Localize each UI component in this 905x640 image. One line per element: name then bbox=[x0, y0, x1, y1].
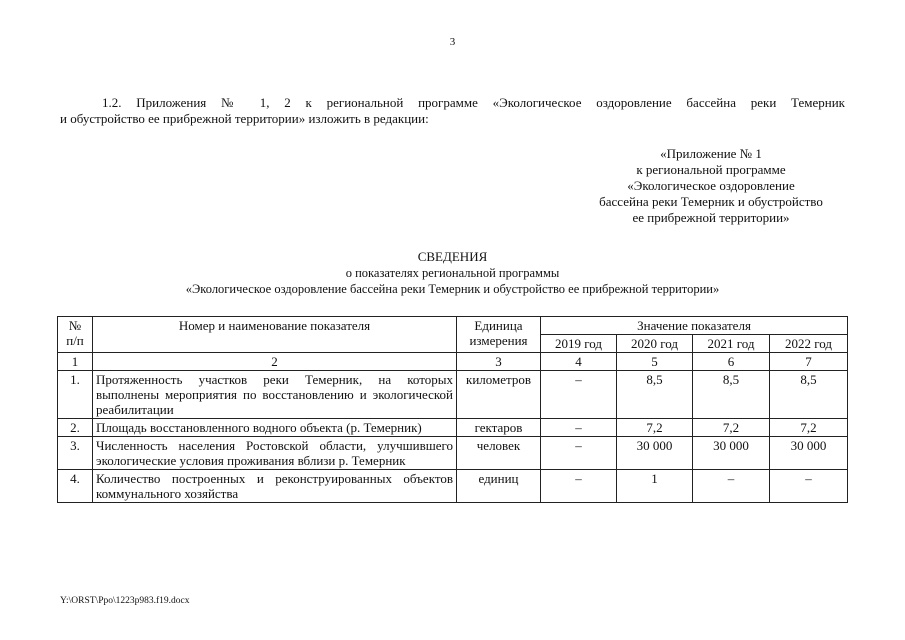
header-number-line: п/п bbox=[66, 333, 84, 348]
value-2019: – bbox=[541, 470, 617, 503]
value-2022: 7,2 bbox=[770, 419, 848, 437]
column-number: 3 bbox=[457, 353, 541, 371]
value-2022: – bbox=[770, 470, 848, 503]
column-number: 2 bbox=[93, 353, 457, 371]
value-2021: 8,5 bbox=[693, 371, 770, 419]
column-number: 7 bbox=[770, 353, 848, 371]
indicator-name: Площадь восстановленного водного объекта (р. Темерник) bbox=[93, 419, 457, 437]
value-2022: 8,5 bbox=[770, 371, 848, 419]
header-number bbox=[58, 317, 93, 353]
header-year: 2021 год bbox=[693, 335, 770, 353]
indicator-name: Протяженность участков реки Темерник, на которых выполнены мероприятия по восстановлению и экологической реабилитации bbox=[93, 371, 457, 419]
appendix-line: «Приложение № 1 bbox=[660, 146, 762, 161]
row-number: 3. bbox=[58, 437, 93, 470]
header-year: 2019 год bbox=[541, 335, 617, 353]
heading-subtitle: «Экологическое оздоровление бассейна реки Темерник и обустройство ее прибрежной территории» bbox=[185, 282, 720, 296]
heading-title: СВЕДЕНИЯ bbox=[417, 249, 488, 264]
value-2020: 8,5 bbox=[617, 371, 693, 419]
header-unit bbox=[457, 317, 541, 353]
column-number: 1 bbox=[58, 353, 93, 371]
value-2020: 7,2 bbox=[617, 419, 693, 437]
indicator-name: Численность населения Ростовской области, улучшившего экологические условия проживания вблизи р. Темерник bbox=[93, 437, 457, 470]
header-year: 2020 год bbox=[617, 335, 693, 353]
appendix-line: «Экологическое оздоровление bbox=[627, 178, 795, 193]
table-row bbox=[58, 437, 848, 470]
header-value-group: Значение показателя bbox=[541, 317, 848, 335]
value-2019: – bbox=[541, 371, 617, 419]
indicator-unit: километров bbox=[457, 371, 541, 419]
value-2022: 30 000 bbox=[770, 437, 848, 470]
column-number: 4 bbox=[541, 353, 617, 371]
value-2019: – bbox=[541, 437, 617, 470]
row-number: 1. bbox=[58, 371, 93, 419]
value-2020: 1 bbox=[617, 470, 693, 503]
heading-subtitle: о показателях региональной программы bbox=[345, 266, 560, 280]
table-row bbox=[58, 470, 848, 503]
value-2021: – bbox=[693, 470, 770, 503]
value-2019: – bbox=[541, 419, 617, 437]
header-unit-line: Единица bbox=[474, 318, 523, 333]
column-number-row bbox=[58, 353, 848, 371]
amendment-paragraph bbox=[60, 95, 845, 127]
header-number-line: № bbox=[68, 318, 82, 333]
table-row bbox=[58, 419, 848, 437]
paragraph-line-1: 1.2. Приложения № 1, 2 к региональной программе «Экологическое оздоровление бассейна реки Темерник bbox=[102, 95, 845, 110]
paragraph-line-2: и обустройство ее прибрежной территории» изложить в редакции: bbox=[60, 111, 429, 126]
indicator-unit: единиц bbox=[457, 470, 541, 503]
value-2021: 7,2 bbox=[693, 419, 770, 437]
appendix-line: к региональной программе bbox=[636, 162, 786, 177]
appendix-line: бассейна реки Темерник и обустройство bbox=[599, 194, 823, 209]
file-path-footer: Y:\ORST\Ppo\1223p983.f19.docx bbox=[60, 596, 190, 606]
column-number: 5 bbox=[617, 353, 693, 371]
page-number: 3 bbox=[449, 36, 456, 48]
column-number: 6 bbox=[693, 353, 770, 371]
table-row bbox=[58, 371, 848, 419]
appendix-line: ее прибрежной территории» bbox=[632, 210, 790, 225]
header-name: Номер и наименование показателя bbox=[93, 317, 457, 353]
row-number: 2. bbox=[58, 419, 93, 437]
header-year: 2022 год bbox=[770, 335, 848, 353]
row-number: 4. bbox=[58, 470, 93, 503]
value-2021: 30 000 bbox=[693, 437, 770, 470]
indicator-unit: гектаров bbox=[457, 419, 541, 437]
indicator-name: Количество построенных и реконструированных объектов коммунального хозяйства bbox=[93, 470, 457, 503]
indicator-unit: человек bbox=[457, 437, 541, 470]
appendix-header bbox=[556, 146, 866, 226]
header-unit-line: измерения bbox=[469, 333, 528, 348]
indicators-table bbox=[57, 316, 848, 503]
value-2020: 30 000 bbox=[617, 437, 693, 470]
table-heading bbox=[0, 249, 905, 297]
